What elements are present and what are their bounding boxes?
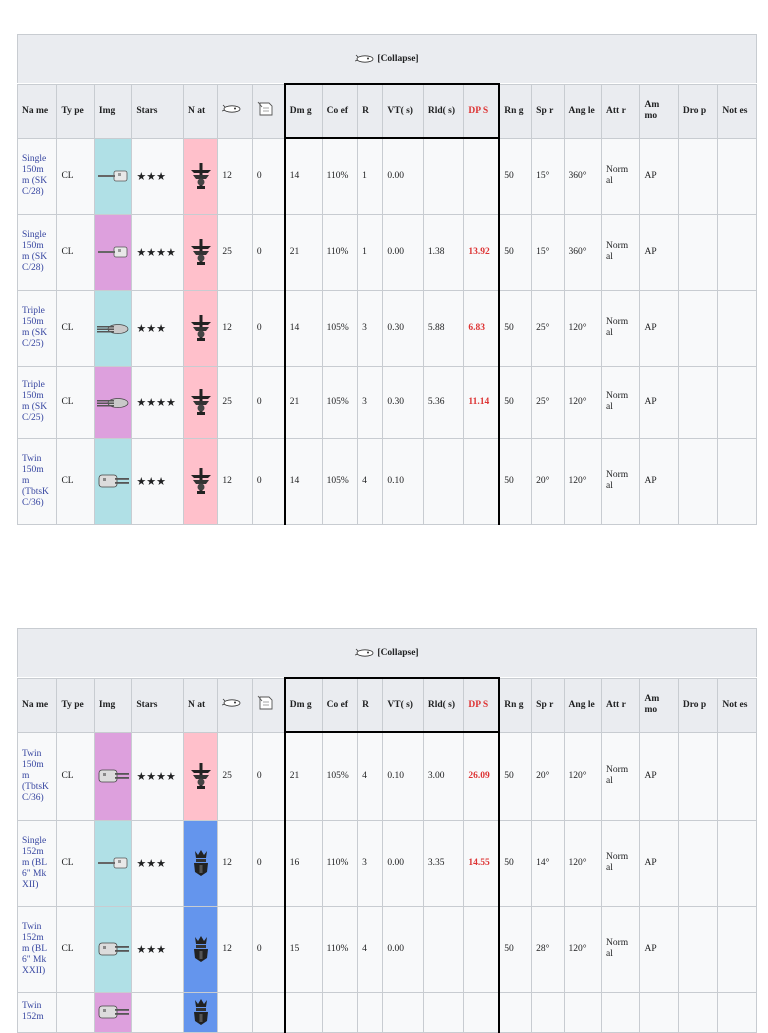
col-rld: 5.88 xyxy=(423,290,463,366)
col-rng: 50 xyxy=(499,290,531,366)
col-img xyxy=(94,992,131,1032)
col-dps: 6.83 xyxy=(464,290,499,366)
col-ammo: AP xyxy=(640,214,678,290)
table-row xyxy=(18,732,757,820)
header-row xyxy=(18,84,757,138)
col-rld xyxy=(423,138,463,214)
header-fairy[interactable] xyxy=(218,678,252,732)
col-img xyxy=(94,906,131,992)
col-coef: 110% xyxy=(322,138,357,214)
header-notes[interactable]: Not es xyxy=(718,678,757,732)
col-nation xyxy=(184,366,218,438)
twin-gun-icon xyxy=(95,767,131,785)
col-type: CL xyxy=(57,906,94,992)
header-r[interactable]: R xyxy=(358,678,383,732)
header-vt[interactable]: VT( s) xyxy=(383,678,423,732)
col-dps xyxy=(464,992,499,1032)
col-attr: Norm al xyxy=(602,732,640,820)
col-angle: 120° xyxy=(564,438,601,524)
header-spr[interactable]: Sp r xyxy=(532,84,564,138)
col-spr: 15° xyxy=(532,138,564,214)
header-type[interactable]: Ty pe xyxy=(57,84,94,138)
col-ammo: AP xyxy=(640,366,678,438)
col-coef: 105% xyxy=(322,732,357,820)
col-vt: 0.10 xyxy=(383,438,423,524)
col-ammo: AP xyxy=(640,138,678,214)
col-nation xyxy=(184,992,218,1032)
col-spr: 15° xyxy=(532,214,564,290)
col-stars: ★★★ xyxy=(132,290,184,366)
col-coef: 110% xyxy=(322,906,357,992)
col-name[interactable]: Twin 150m m (TbtsK C/36) xyxy=(18,438,57,524)
col-type: CL xyxy=(57,214,94,290)
notepad-icon xyxy=(257,110,275,120)
col-attr: Norm al xyxy=(602,906,640,992)
col-dps: 11.14 xyxy=(464,366,499,438)
header-drop[interactable]: Dro p xyxy=(678,678,717,732)
col-img xyxy=(94,820,131,906)
col-fairy: 12 xyxy=(218,906,252,992)
col-nation xyxy=(184,438,218,524)
col-fairy: 12 xyxy=(218,438,252,524)
collapse-link[interactable]: [Collapse] xyxy=(377,54,419,64)
col-notes xyxy=(718,214,757,290)
twin-gun-icon xyxy=(95,1003,131,1021)
header-dps[interactable]: DP S xyxy=(464,84,499,138)
header-attr[interactable]: Att r xyxy=(602,84,640,138)
col-spr xyxy=(532,992,564,1032)
triple-gun-icon xyxy=(95,394,131,410)
col-nation xyxy=(184,138,218,214)
col-rld: 5.36 xyxy=(423,366,463,438)
col-type: CL xyxy=(57,438,94,524)
col-nation xyxy=(184,290,218,366)
col-vt: 0.00 xyxy=(383,214,423,290)
header-vt[interactable]: VT( s) xyxy=(383,84,423,138)
col-name[interactable]: Twin 152m xyxy=(18,992,57,1032)
header-stars[interactable]: Stars xyxy=(132,678,184,732)
header-row xyxy=(18,678,757,732)
col-drop xyxy=(678,820,717,906)
equipment-table-1 xyxy=(17,34,757,525)
col-rng: 50 xyxy=(499,138,531,214)
col-r: 4 xyxy=(358,732,383,820)
col-r xyxy=(358,992,383,1032)
col-name[interactable]: Triple 150m m (SK C/25) xyxy=(18,366,57,438)
col-type: CL xyxy=(57,732,94,820)
col-rld xyxy=(423,906,463,992)
header-spr[interactable]: Sp r xyxy=(532,678,564,732)
col-dmg: 21 xyxy=(285,732,322,820)
col-dps: 26.09 xyxy=(464,732,499,820)
col-drop xyxy=(678,992,717,1032)
col-fairy: 25 xyxy=(218,732,252,820)
col-notepad: 0 xyxy=(252,290,284,366)
col-notes xyxy=(718,732,757,820)
eagle-emblem-icon xyxy=(184,161,217,191)
col-drop xyxy=(678,438,717,524)
header-rld[interactable]: Rld( s) xyxy=(423,678,463,732)
header-name[interactable]: Na me xyxy=(18,84,57,138)
col-img xyxy=(94,138,131,214)
col-coef: 110% xyxy=(322,214,357,290)
eagle-emblem-icon xyxy=(184,237,217,267)
col-img xyxy=(94,290,131,366)
table-row xyxy=(18,138,757,214)
header-notepad[interactable] xyxy=(252,678,284,732)
col-r: 1 xyxy=(358,138,383,214)
col-spr: 25° xyxy=(532,290,564,366)
twin-gun-icon xyxy=(95,472,131,490)
header-dmg[interactable]: Dm g xyxy=(285,678,322,732)
col-nation xyxy=(184,820,218,906)
col-fairy: 12 xyxy=(218,290,252,366)
col-angle: 120° xyxy=(564,732,601,820)
col-rld xyxy=(423,992,463,1032)
col-nation xyxy=(184,732,218,820)
col-spr: 28° xyxy=(532,906,564,992)
col-fairy: 12 xyxy=(218,138,252,214)
table-row xyxy=(18,820,757,906)
header-r[interactable]: R xyxy=(358,84,383,138)
col-angle xyxy=(564,992,601,1032)
col-dmg: 16 xyxy=(285,820,322,906)
fairy-icon xyxy=(222,701,242,711)
col-stars: ★★★ xyxy=(132,438,184,524)
header-ammo[interactable]: Am mo xyxy=(640,678,678,732)
col-fairy xyxy=(218,992,252,1032)
header-dmg[interactable]: Dm g xyxy=(285,84,322,138)
col-stars xyxy=(132,992,184,1032)
col-notes xyxy=(718,992,757,1032)
col-notes xyxy=(718,820,757,906)
header-angle[interactable]: Ang le xyxy=(564,84,601,138)
table-row xyxy=(18,992,757,1032)
header-nation[interactable]: N at xyxy=(184,678,218,732)
equipment-table-2 xyxy=(17,628,757,1033)
col-vt: 0.00 xyxy=(383,138,423,214)
col-notepad: 0 xyxy=(252,732,284,820)
col-fairy: 12 xyxy=(218,820,252,906)
col-vt xyxy=(383,992,423,1032)
col-angle: 120° xyxy=(564,820,601,906)
col-type xyxy=(57,992,94,1032)
equipment-table xyxy=(17,83,757,525)
col-ammo: AP xyxy=(640,290,678,366)
col-notepad: 0 xyxy=(252,214,284,290)
equipment-table xyxy=(17,677,757,1033)
col-img xyxy=(94,438,131,524)
collapse-bar[interactable] xyxy=(17,34,757,83)
eagle-emblem-icon xyxy=(184,466,217,496)
col-dmg: 21 xyxy=(285,214,322,290)
col-drop xyxy=(678,366,717,438)
fairy-icon xyxy=(355,54,375,64)
header-rng[interactable]: Rn g xyxy=(499,84,531,138)
header-rng[interactable]: Rn g xyxy=(499,678,531,732)
col-dmg: 15 xyxy=(285,906,322,992)
col-notes xyxy=(718,138,757,214)
notepad-icon xyxy=(257,704,275,714)
col-drop xyxy=(678,732,717,820)
eagle-emblem-icon xyxy=(184,761,217,791)
col-angle: 120° xyxy=(564,906,601,992)
col-r: 1 xyxy=(358,214,383,290)
col-spr: 20° xyxy=(532,732,564,820)
col-attr: Norm al xyxy=(602,820,640,906)
header-rld[interactable]: Rld( s) xyxy=(423,84,463,138)
col-ammo: AP xyxy=(640,820,678,906)
col-attr: Norm al xyxy=(602,438,640,524)
col-fairy: 25 xyxy=(218,366,252,438)
col-dps: 13.92 xyxy=(464,214,499,290)
col-spr: 25° xyxy=(532,366,564,438)
col-name[interactable]: Twin 152m m (BL 6" Mk XXII) xyxy=(18,906,57,992)
col-notepad: 0 xyxy=(252,906,284,992)
col-notepad: 0 xyxy=(252,438,284,524)
table-row xyxy=(18,290,757,366)
single-gun-icon xyxy=(95,168,131,184)
col-vt: 0.30 xyxy=(383,366,423,438)
col-nation xyxy=(184,214,218,290)
col-drop xyxy=(678,214,717,290)
col-notes xyxy=(718,438,757,524)
col-stars: ★★★★ xyxy=(132,214,184,290)
collapse-link[interactable]: [Collapse] xyxy=(377,648,419,658)
col-notes xyxy=(718,906,757,992)
col-angle: 120° xyxy=(564,290,601,366)
col-dps xyxy=(464,438,499,524)
col-stars: ★★★ xyxy=(132,906,184,992)
col-notepad: 0 xyxy=(252,138,284,214)
col-dmg xyxy=(285,992,322,1032)
header-img[interactable]: Img xyxy=(94,678,131,732)
col-coef: 110% xyxy=(322,820,357,906)
header-drop[interactable]: Dro p xyxy=(678,84,717,138)
col-notepad xyxy=(252,992,284,1032)
table-row xyxy=(18,906,757,992)
col-dps: 14.55 xyxy=(464,820,499,906)
eagle-emblem-icon xyxy=(184,387,217,417)
col-type: CL xyxy=(57,366,94,438)
col-vt: 0.10 xyxy=(383,732,423,820)
header-angle[interactable]: Ang le xyxy=(564,678,601,732)
col-stars: ★★★★ xyxy=(132,366,184,438)
col-rld: 1.38 xyxy=(423,214,463,290)
col-notepad: 0 xyxy=(252,820,284,906)
col-rng: 50 xyxy=(499,366,531,438)
col-name[interactable]: Single 150m m (SK C/28) xyxy=(18,138,57,214)
col-rld: 3.00 xyxy=(423,732,463,820)
col-dmg: 14 xyxy=(285,138,322,214)
col-notes xyxy=(718,366,757,438)
col-r: 4 xyxy=(358,438,383,524)
header-nation[interactable]: N at xyxy=(184,84,218,138)
collapse-bar[interactable] xyxy=(17,628,757,677)
col-attr: Norm al xyxy=(602,366,640,438)
col-rng xyxy=(499,992,531,1032)
col-ammo: AP xyxy=(640,906,678,992)
col-ammo: AP xyxy=(640,732,678,820)
col-fairy: 25 xyxy=(218,214,252,290)
royal-crest-icon xyxy=(184,997,217,1027)
col-r: 3 xyxy=(358,366,383,438)
header-fairy[interactable] xyxy=(218,84,252,138)
header-stars[interactable]: Stars xyxy=(132,84,184,138)
col-notepad: 0 xyxy=(252,366,284,438)
col-r: 3 xyxy=(358,290,383,366)
col-spr: 20° xyxy=(532,438,564,524)
col-attr: Norm al xyxy=(602,214,640,290)
col-vt: 0.00 xyxy=(383,906,423,992)
col-dmg: 14 xyxy=(285,438,322,524)
table-row xyxy=(18,366,757,438)
col-rld: 3.35 xyxy=(423,820,463,906)
col-rng: 50 xyxy=(499,732,531,820)
col-name[interactable]: Single 150m m (SK C/28) xyxy=(18,214,57,290)
header-img[interactable]: Img xyxy=(94,84,131,138)
col-attr: Norm al xyxy=(602,138,640,214)
col-type: CL xyxy=(57,820,94,906)
col-drop xyxy=(678,906,717,992)
col-rng: 50 xyxy=(499,214,531,290)
table-row xyxy=(18,438,757,524)
header-name[interactable]: Na me xyxy=(18,678,57,732)
col-dmg: 21 xyxy=(285,366,322,438)
col-rng: 50 xyxy=(499,906,531,992)
col-img xyxy=(94,214,131,290)
single-gun-icon xyxy=(95,244,131,260)
col-name[interactable]: Triple 150m m (SK C/25) xyxy=(18,290,57,366)
col-dps xyxy=(464,906,499,992)
col-spr: 14° xyxy=(532,820,564,906)
royal-crest-icon xyxy=(184,848,217,878)
eagle-emblem-icon xyxy=(184,313,217,343)
col-vt: 0.00 xyxy=(383,820,423,906)
col-name[interactable]: Twin 150m m (TbtsK C/36) xyxy=(18,732,57,820)
header-attr[interactable]: Att r xyxy=(602,678,640,732)
col-type: CL xyxy=(57,290,94,366)
header-notepad[interactable] xyxy=(252,84,284,138)
col-type: CL xyxy=(57,138,94,214)
col-rng: 50 xyxy=(499,820,531,906)
fairy-icon xyxy=(355,648,375,658)
triple-gun-icon xyxy=(95,320,131,336)
col-drop xyxy=(678,290,717,366)
col-img xyxy=(94,732,131,820)
single-gun-icon xyxy=(95,855,131,871)
col-coef: 105% xyxy=(322,366,357,438)
col-coef xyxy=(322,992,357,1032)
col-coef: 105% xyxy=(322,438,357,524)
col-dmg: 14 xyxy=(285,290,322,366)
col-stars: ★★★★ xyxy=(132,732,184,820)
col-stars: ★★★ xyxy=(132,138,184,214)
col-ammo: AP xyxy=(640,438,678,524)
col-coef: 105% xyxy=(322,290,357,366)
royal-crest-icon xyxy=(184,934,217,964)
header-coef[interactable]: Co ef xyxy=(322,678,357,732)
header-ammo[interactable]: Am mo xyxy=(640,84,678,138)
twin-gun-icon xyxy=(95,940,131,958)
col-vt: 0.30 xyxy=(383,290,423,366)
col-nation xyxy=(184,906,218,992)
header-notes[interactable]: Not es xyxy=(718,84,757,138)
header-coef[interactable]: Co ef xyxy=(322,84,357,138)
fairy-icon xyxy=(222,107,242,117)
col-img xyxy=(94,366,131,438)
col-angle: 120° xyxy=(564,366,601,438)
table-row xyxy=(18,214,757,290)
col-rng: 50 xyxy=(499,438,531,524)
col-attr xyxy=(602,992,640,1032)
col-rld xyxy=(423,438,463,524)
col-name[interactable]: Single 152m m (BL 6" Mk XII) xyxy=(18,820,57,906)
col-stars: ★★★ xyxy=(132,820,184,906)
col-notes xyxy=(718,290,757,366)
col-angle: 360° xyxy=(564,138,601,214)
col-dps xyxy=(464,138,499,214)
col-angle: 360° xyxy=(564,214,601,290)
col-attr: Norm al xyxy=(602,290,640,366)
col-r: 4 xyxy=(358,906,383,992)
header-type[interactable]: Ty pe xyxy=(57,678,94,732)
col-r: 3 xyxy=(358,820,383,906)
col-ammo xyxy=(640,992,678,1032)
header-dps[interactable]: DP S xyxy=(464,678,499,732)
col-drop xyxy=(678,138,717,214)
